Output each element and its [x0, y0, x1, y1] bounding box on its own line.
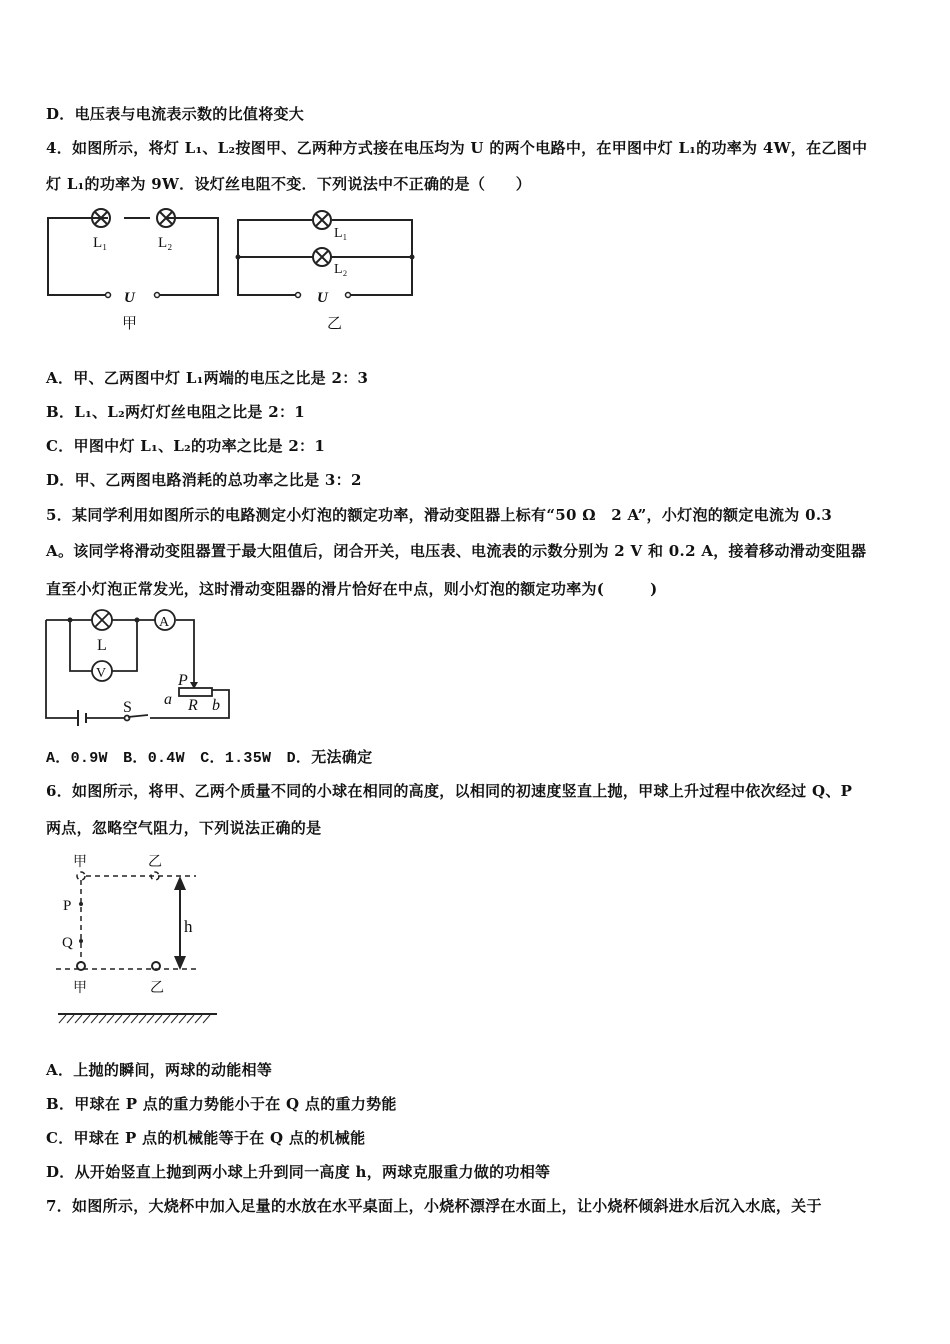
q5-stem-line2: A。该同学将滑动变阻器置于最大阻值后，闭合开关，电压表、电流表的示数分别为 2 V 和 0.2 A，接着移动滑动变阻器	[46, 542, 867, 560]
q3-option-d: D．电压表与电流表示数的比值将变大	[46, 105, 305, 123]
q5-stem-line1: 5．某同学利用如图所示的电路测定小灯泡的额定功率，滑动变阻器上标有“50 Ω 2 A”，小灯泡的额定电流为 0.3	[46, 506, 833, 524]
q4-stem-line2: 灯 L₁的功率为 9W．设灯丝电阻不变．下列说法中不正确的是（ ）	[46, 175, 532, 193]
ground-hatch-line	[155, 1015, 162, 1023]
ground-hatch-line	[171, 1015, 178, 1023]
ammeter-label: A	[159, 615, 170, 630]
ground-hatch-line	[203, 1015, 210, 1023]
ground-hatch-line	[115, 1015, 122, 1023]
label-L1: L₁	[93, 235, 108, 251]
label-slider-P: P	[178, 672, 188, 689]
q4-option-c: C．甲图中灯 L₁、L₂的功率之比是 2：1	[46, 437, 326, 455]
ground-hatch-line	[67, 1015, 74, 1023]
label-yi: 乙	[327, 316, 343, 332]
label-yi-top: 乙	[148, 855, 162, 870]
label-a: a	[164, 691, 172, 708]
label-Q: Q	[62, 935, 73, 951]
q5-options: A．0.9W B．0.4W C．1.35W D．无法确定	[46, 750, 373, 767]
label-b: b	[212, 697, 220, 714]
label-L1: L₁	[334, 226, 348, 241]
q4-option-b: B．L₁、L₂两灯灯丝电阻之比是 2：1	[46, 403, 306, 421]
ground-hatch-line	[99, 1015, 106, 1023]
label-U: U	[317, 290, 328, 306]
ground-hatch-line	[147, 1015, 154, 1023]
ground-hatch-line	[139, 1015, 146, 1023]
ground-hatch-line	[75, 1015, 82, 1023]
voltmeter-label: V	[96, 666, 107, 681]
label-yi-bottom: 乙	[150, 981, 164, 996]
label-P: P	[63, 898, 72, 914]
ground-hatch-line	[123, 1015, 130, 1023]
ground-hatch-line	[83, 1015, 90, 1023]
label-R: R	[188, 697, 198, 714]
q4-stem-line1: 4．如图所示，将灯 L₁、L₂按图甲、乙两种方式接在电压均为 U 的两个电路中，在甲图中灯 L₁的功率为 4W，在乙图中	[46, 139, 868, 157]
ground-hatch-line	[91, 1015, 98, 1023]
ground-hatch-line	[187, 1015, 194, 1023]
label-jia-bottom: 甲	[73, 981, 87, 996]
label-switch-S: S	[123, 699, 132, 716]
q4-option-d: D．甲、乙两图电路消耗的总功率之比是 3：2	[46, 471, 362, 489]
label-L2: L₂	[334, 262, 348, 277]
label-lamp-L: L	[97, 637, 107, 654]
q5-stem-line3: 直至小灯泡正常发光，这时滑动变阻器的滑片恰好在中点，则小灯泡的额定功率为( )	[46, 580, 658, 598]
q6-stem-line1: 6．如图所示，将甲、乙两个质量不同的小球在相同的高度，以相同的初速度竖直上抛，甲球上升过程中依次经过 Q、P	[46, 782, 853, 800]
q6-option-d: D．从开始竖直上抛到两小球上升到同一高度 h，两球克服重力做的功相等	[46, 1163, 551, 1181]
q7-stem-line1: 7．如图所示，大烧杯中加入足量的水放在水平桌面上，小烧杯漂浮在水面上，让小烧杯倾斜进水后沉入水底，关于	[46, 1197, 822, 1215]
ground-hatch-line	[131, 1015, 138, 1023]
label-jia-top: 甲	[73, 855, 87, 870]
ground-hatch-line	[107, 1015, 114, 1023]
q6-option-b: B．甲球在 P 点的重力势能小于在 Q 点的重力势能	[46, 1095, 397, 1113]
ground-hatch-line	[163, 1015, 170, 1023]
ground-hatch-line	[59, 1015, 66, 1023]
label-jia: 甲	[122, 316, 138, 332]
label-L2: L₂	[158, 235, 173, 251]
q4-option-a: A．甲、乙两图中灯 L₁两端的电压之比是 2：3	[46, 369, 369, 387]
q6-option-a: A．上抛的瞬间，两球的动能相等	[46, 1061, 273, 1079]
ground-hatch-line	[179, 1015, 186, 1023]
ground-hatch-line	[195, 1015, 202, 1023]
q6-stem-line2: 两点，忽略空气阻力，下列说法正确的是	[46, 819, 322, 837]
label-U: U	[124, 290, 135, 306]
label-h: h	[184, 917, 193, 936]
q6-option-c: C．甲球在 P 点的机械能等于在 Q 点的机械能	[46, 1129, 366, 1147]
